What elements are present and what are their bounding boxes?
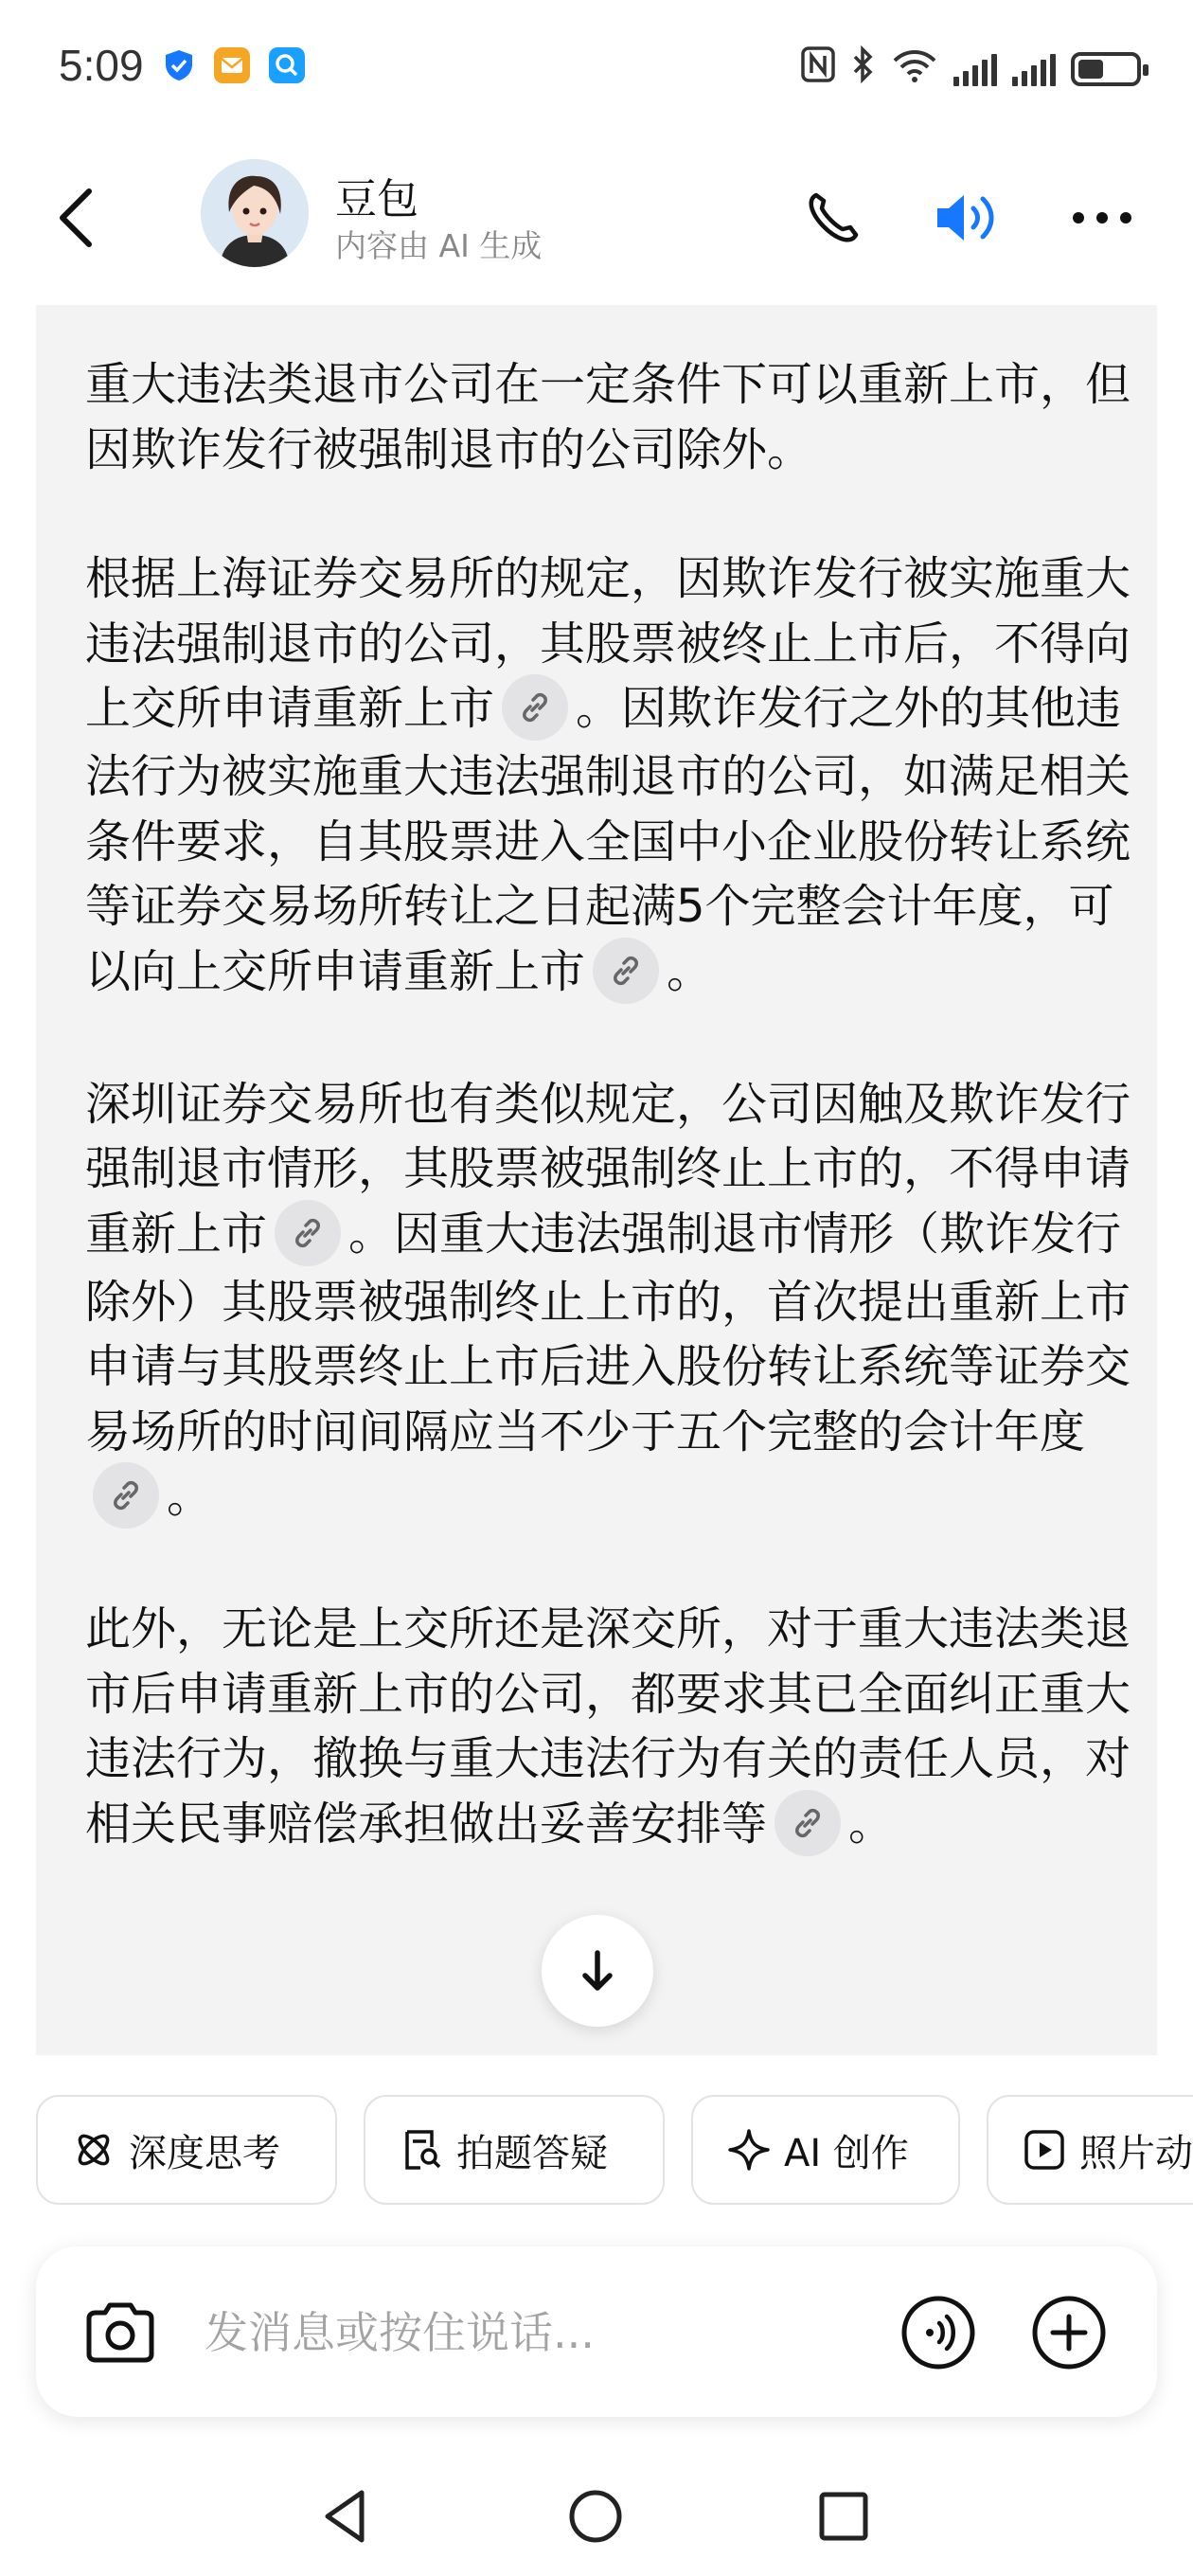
citation-link-button[interactable] bbox=[775, 1790, 841, 1856]
citation-link-button[interactable] bbox=[502, 674, 568, 741]
message-text-segment: 此外，无论是上交所还是深交所，对于重大违法类退市后申请重新上市的公司，都要求其已全面纠正重大违法行为，撤换与重大违法行为有关的责任人员，对相关民事赔偿承担做出妥善安排等 bbox=[85, 1602, 1131, 1851]
battery-icon bbox=[1071, 52, 1141, 86]
message-paragraph bbox=[85, 1597, 1146, 1860]
chip-label: 深度思考 bbox=[129, 2131, 280, 2175]
speaker-button[interactable] bbox=[930, 180, 1006, 256]
message-text-segment: 。 bbox=[848, 1797, 895, 1851]
sparkle-icon bbox=[727, 2128, 771, 2172]
chip-photo-question[interactable] bbox=[364, 2095, 665, 2205]
play-icon bbox=[1023, 2128, 1066, 2172]
quick-actions bbox=[36, 2095, 1193, 2209]
message-paragraph bbox=[85, 546, 1146, 1008]
link-icon bbox=[791, 1806, 825, 1840]
back-button[interactable] bbox=[45, 180, 121, 256]
status-right bbox=[800, 45, 1141, 92]
shield-icon bbox=[161, 47, 197, 83]
signal-icon bbox=[953, 52, 997, 86]
bot-name: 豆包 bbox=[335, 175, 418, 224]
nfc-icon bbox=[800, 45, 836, 92]
message-text-segment: 深圳证券交易所也有类似规定，公司因触及欺诈发行强制退市情形，其股票被强制终止上市的，不得申请重新上市 bbox=[85, 1077, 1131, 1261]
chip-label: AI 创作 bbox=[784, 2131, 909, 2175]
mail-icon bbox=[214, 47, 250, 83]
ai-generated-label: 内容由 AI 生成 bbox=[335, 227, 543, 264]
message-text-segment: 根据上海证券交易所的规定，因欺诈发行被实施重大违法强制退市的公司，其股票被终止上市后，不得向上交所申请重新上市 bbox=[85, 552, 1131, 735]
status-time: 5:09 bbox=[59, 41, 144, 90]
ai-message-bubble bbox=[36, 305, 1157, 2055]
plus-circle-icon bbox=[1030, 2294, 1108, 2371]
arrow-down-icon bbox=[574, 1947, 621, 1995]
chat-header bbox=[0, 142, 1193, 294]
circle-home-icon bbox=[562, 2483, 629, 2549]
nav-back-button[interactable] bbox=[314, 2483, 381, 2549]
message-text-segment: 重大违法类退市公司在一定条件下可以重新上市，但因欺诈发行被强制退市的公司除外。 bbox=[85, 358, 1131, 476]
link-icon bbox=[609, 954, 643, 988]
citation-link-button[interactable] bbox=[93, 1462, 159, 1529]
system-nav-bar bbox=[0, 2462, 1193, 2576]
message-text-segment: 。 bbox=[167, 1470, 213, 1523]
citation-link-button[interactable] bbox=[593, 938, 659, 1004]
avatar[interactable] bbox=[201, 159, 309, 267]
chip-ai-create[interactable] bbox=[691, 2095, 960, 2205]
bluetooth-icon bbox=[851, 45, 876, 92]
search-app-icon bbox=[269, 47, 305, 83]
message-input-bar bbox=[36, 2246, 1157, 2417]
chip-deep-think[interactable] bbox=[36, 2095, 337, 2205]
more-dots-icon bbox=[1069, 208, 1135, 227]
chip-label: 拍题答疑 bbox=[456, 2131, 608, 2175]
wifi-icon bbox=[891, 45, 938, 92]
message-text-segment: 。 bbox=[667, 944, 713, 998]
voice-call-button[interactable] bbox=[899, 2294, 977, 2371]
chip-label: 照片动 bbox=[1079, 2131, 1193, 2175]
more-button[interactable] bbox=[1064, 180, 1140, 256]
photo-question-icon bbox=[400, 2128, 443, 2172]
link-icon bbox=[109, 1478, 143, 1512]
chip-photo-animate[interactable] bbox=[987, 2095, 1193, 2205]
chevron-left-icon bbox=[45, 180, 121, 256]
signal-icon bbox=[1012, 52, 1056, 86]
square-recents-icon bbox=[810, 2483, 877, 2549]
voice-wave-icon bbox=[899, 2294, 977, 2371]
add-button[interactable] bbox=[1030, 2294, 1108, 2371]
camera-icon bbox=[80, 2292, 161, 2373]
message-text-segment: 。因欺诈发行之外的其他违法行为被实施重大违法强制退市的公司，如满足相关条件要求，自其股票进入全国中小企业股份转让系统等证券交易场所转让之日起满5个完整会计年度，可以向上交所申请重新上市 bbox=[85, 682, 1131, 998]
link-icon bbox=[518, 690, 552, 724]
citation-link-button[interactable] bbox=[275, 1200, 341, 1266]
speaker-icon bbox=[932, 188, 1004, 248]
triangle-back-icon bbox=[314, 2483, 381, 2549]
message-paragraph bbox=[85, 352, 1146, 482]
message-input[interactable] bbox=[203, 2294, 888, 2371]
message-text bbox=[85, 352, 1146, 1924]
phone-icon bbox=[803, 188, 864, 248]
camera-button[interactable] bbox=[80, 2292, 161, 2373]
nav-home-button[interactable] bbox=[562, 2483, 629, 2549]
message-paragraph bbox=[85, 1072, 1146, 1533]
scroll-to-bottom-button[interactable] bbox=[542, 1915, 653, 2027]
nav-recents-button[interactable] bbox=[810, 2483, 877, 2549]
status-bar bbox=[0, 0, 1193, 133]
link-icon bbox=[291, 1216, 325, 1250]
call-button[interactable] bbox=[795, 180, 871, 256]
atom-icon bbox=[72, 2128, 116, 2172]
message-text-segment: 。因重大违法强制退市情形（欺诈发行除外）其股票被强制终止上市的，首次提出重新上市申请与其股票终止上市后进入股份转让系统等证券交易场所的时间间隔应当不少于五个完整的会计年度 bbox=[85, 1207, 1131, 1458]
